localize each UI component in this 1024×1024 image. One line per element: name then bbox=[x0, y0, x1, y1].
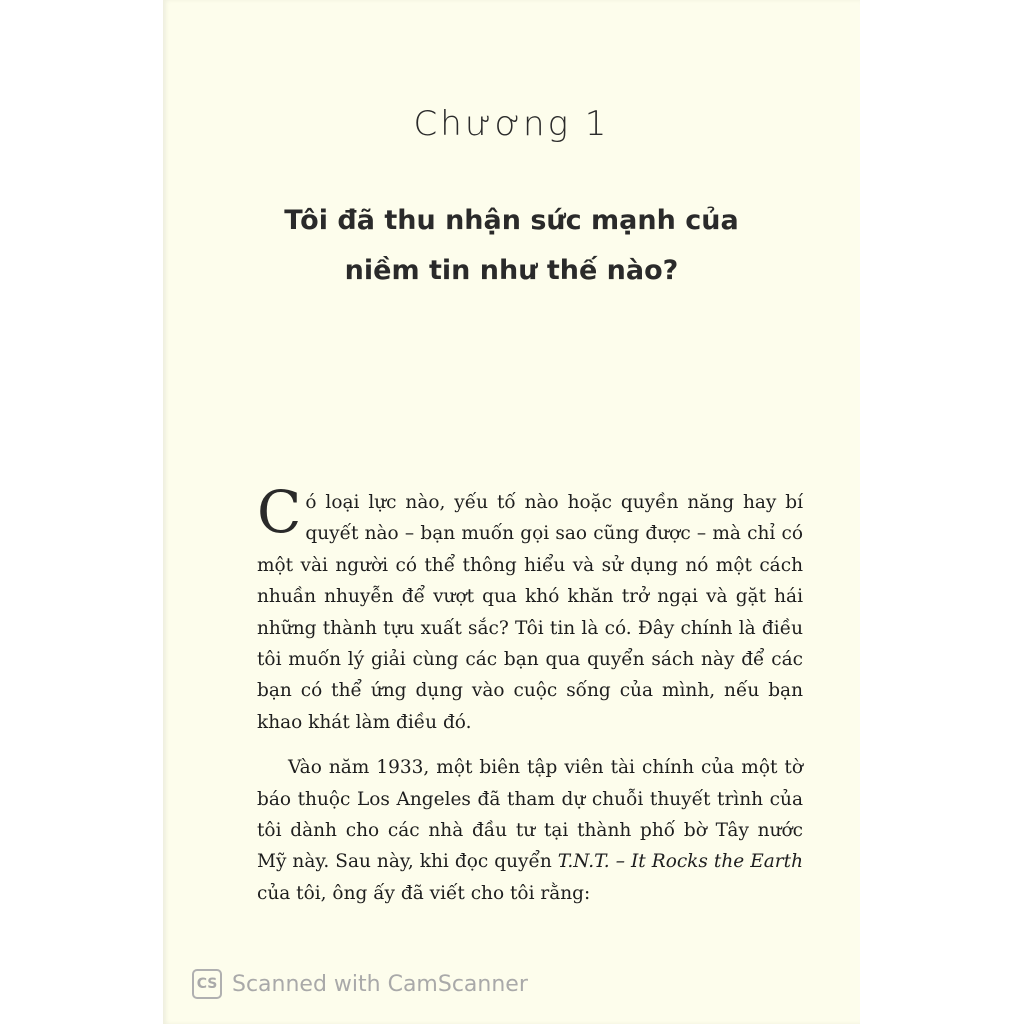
book-title: T.N.T. – It Rocks the Earth bbox=[557, 851, 803, 873]
paragraph-2 bbox=[257, 752, 803, 909]
chapter-title-line-2: niềm tin như thế nào? bbox=[344, 255, 679, 286]
book-page bbox=[163, 0, 860, 1024]
paragraph-1-text: ó loại lực nào, yếu tố nào hoặc quyền năng hay bí quyết nào – bạn muốn gọi sao cũng được – mà chỉ có một vài người có thể thông hiểu và sử dụng nó một cách nhuần nhuyễn để vượt qua khó khăn trở ngại và gặt hái những thành tựu xuất sắc? Tôi tin là có. Đây chính là điều tôi muốn lý giải cùng các bạn qua quyển sách này để các bạn có thể ứng dụng vào cuộc sống của mình, nếu bạn khao khát làm điều đó. bbox=[257, 492, 803, 733]
paragraph-2-text-end: của tôi, ông ấy đã viết cho tôi rằng: bbox=[257, 882, 591, 904]
drop-cap: C bbox=[257, 478, 302, 546]
chapter-title bbox=[203, 196, 820, 296]
chapter-label: Chương 1 bbox=[413, 104, 610, 144]
camscanner-icon: CS bbox=[192, 969, 222, 999]
chapter-title-line-1: Tôi đã thu nhận sức mạnh của bbox=[284, 205, 739, 236]
paragraph-2-text-start: Vào năm 1933, một biên tập viên tài chính của một tờ báo thuộc Los Angeles đã tham dự chuỗi thuyết trình của tôi dành cho các nhà đầu tư tại thành phố bờ Tây nước Mỹ này. Sau này, khi đọc quyển bbox=[257, 757, 803, 873]
scanner-watermark bbox=[192, 968, 528, 1000]
paragraph-1 bbox=[257, 478, 803, 738]
watermark-text: Scanned with CamScanner bbox=[232, 971, 528, 997]
body-text bbox=[257, 478, 803, 909]
